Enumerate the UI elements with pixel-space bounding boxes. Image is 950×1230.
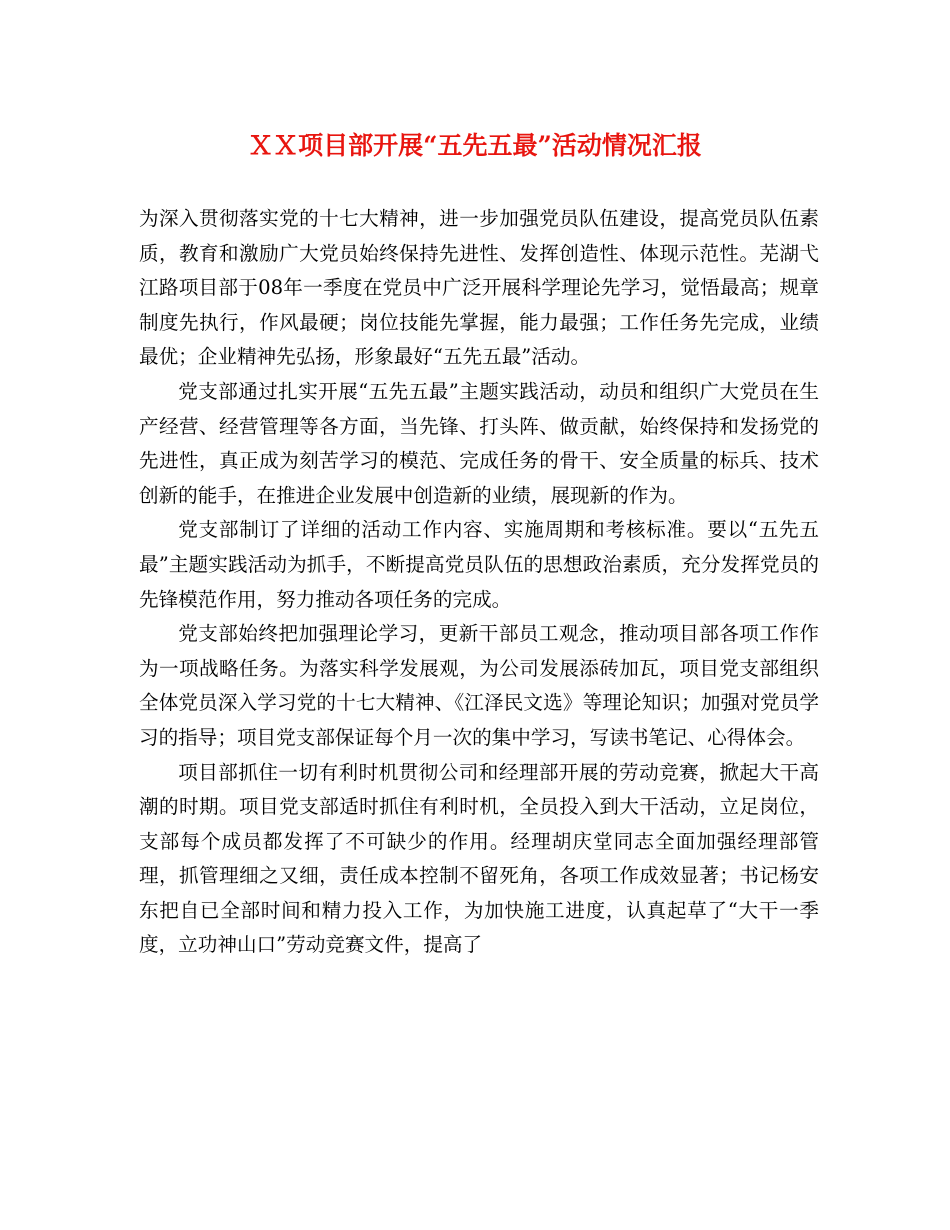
paragraph-activity-practice: 党支部通过扎实开展“五先五最”主题实践活动，动员和组织广大党员在生产经营、经营管理等各方面，当先锋、打头阵、做贡献，始终保持和发扬党的先进性，真正成为刻苦学习的模范、完成任务的骨干、安全质量的标兵、技术创新的能手，在推进企业发展中创造新的业绩，展现新的作为。 bbox=[139, 379, 819, 507]
paragraph-intro: 为深入贯彻落实党的十七大精神，进一步加强党员队伍建设，提高党员队伍素质，教育和激励广大党员始终保持先进性、发挥创造性、体现示范性。芜湖弋江路项目部于08年一季度在党员中广泛开展科学理论先学习，觉悟最高；规章制度先执行，作风最硬；岗位技能先掌握，能力最强；工作任务先完成，业绩最优；企业精神先弘扬，形象最好“五先五最”活动。 bbox=[139, 207, 819, 369]
document-body bbox=[139, 202, 819, 963]
document-title: ＸＸ项目部开展“五先五最”活动情况汇报 bbox=[248, 131, 702, 160]
paragraph-theory-study: 党支部始终把加强理论学习，更新干部员工观念，推动项目部各项工作作为一项战略任务。为落实科学发展观，为公司发展添砖加瓦，项目党支部组织全体党员深入学习党的十七大精神、《江泽民文选》等理论知识；加强对党员学习的指导；项目党支部保证每个月一次的集中学习，写读书笔记、心得体会。 bbox=[139, 622, 819, 749]
paragraph-labor-competition: 项目部抓住一切有利时机贯彻公司和经理部开展的劳动竞赛，掀起大干高潮的时期。项目党支部适时抓住有利时机，全员投入到大干活动，立足岗位，支部每个成员都发挥了不可缺少的作用。经理胡庆堂同志全面加强经理部管理，抓管理细之又细，责任成本控制不留死角，各项工作成效显著；书记杨安东把自已全部时间和精力投入工作，为加快施工进度，认真起草了“大干一季度，立功神山口”劳动竞赛文件，提高了 bbox=[139, 760, 819, 957]
paragraph-work-plan: 党支部制订了详细的活动工作内容、实施周期和考核标准。要以“五先五最”主题实践活动为抓手，不断提高党员队伍的思想政治素质，充分发挥党员的先锋模范作用，努力推动各项任务的完成。 bbox=[139, 518, 819, 611]
